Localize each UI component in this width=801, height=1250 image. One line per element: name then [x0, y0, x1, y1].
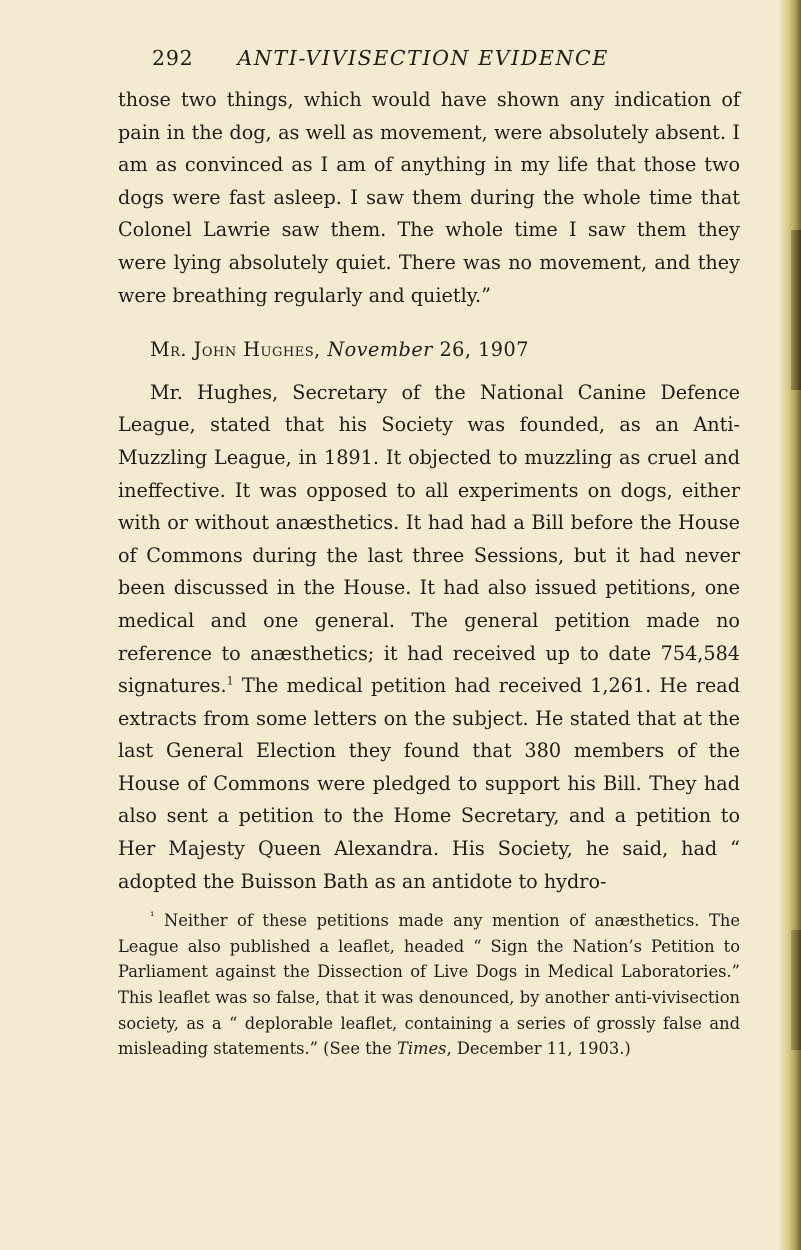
footnote	[118, 908, 740, 1062]
hughes-paragraph-part2: The medical petition had received 1,261. He read extracts from some letters on the subject. He stated that at the last General Election they found that 380 members of the House of Commons were pledged to support his Bill. They had also sent a petition to the Home Secretary, and a petition to Her Majesty Queen Alexandra. His Society, he said, had “ adopted the Buisson Bath as an antidote to hydro-	[118, 674, 740, 893]
hughes-paragraph-part1: Mr. Hughes, Secretary of the National Canine Defence League, stated that his Society was founded, as an Anti-Muzzling League, in 1891. It objected to muzzling as cruel and ineffective. It was opposed to all experiments on dogs, either with or without anæsthetics. It had had a Bill before the House of Commons during the last three Sessions, but it had never been discussed in the House. It had also issued petitions, one medical and one general. The general petition made no reference to anæsthetics; it had received up to date 754,584 signatures.	[118, 380, 740, 698]
page-number: 292	[152, 46, 194, 70]
continuation-paragraph: those two things, which would have shown any indication of pain in the dog, as well as movement, were absolutely absent. I am as convinced as I am of anything in my life that those two dogs were fast asleep. I saw them during the whole time that Colonel Lawrie saw them. The whole time I saw them they were lying absolutely quiet. There was no movement, and they were breathing regularly and quietly.”	[118, 88, 740, 307]
footnote-source-title: Times	[396, 1039, 447, 1059]
hughes-paragraph	[118, 377, 740, 899]
running-title: ANTI-VIVISECTION EVIDENCE	[237, 46, 609, 70]
page-edge-shadow	[779, 0, 801, 1250]
heading-date: 26, 1907	[439, 338, 529, 362]
page-header	[152, 46, 609, 70]
page-edge-dark-band	[791, 230, 801, 390]
page-content	[118, 84, 740, 1078]
footnote-text-before: Neither of these petitions made any mention of anæsthetics. The League also published a leaflet, headed “ Sign the Nation’s Petition to Parliament against the Dissection of Live Dogs in Medical Laboratories.” This leaflet was so false, that it was denounced, by another anti-vivisection society, as a “ deplorable leaflet, containing a series of grossly false and misleading statements.” (See the	[118, 911, 740, 1059]
section-heading	[118, 334, 740, 367]
page-edge-dark-band-lower	[791, 930, 801, 1050]
footnote-reference: 1	[226, 674, 234, 688]
speaker-name: Mr. John Hughes,	[150, 338, 321, 362]
footnote-text-after: , December 11, 1903.)	[446, 1039, 631, 1059]
heading-month: November	[327, 338, 433, 362]
footnote-marker: ¹	[150, 909, 155, 923]
